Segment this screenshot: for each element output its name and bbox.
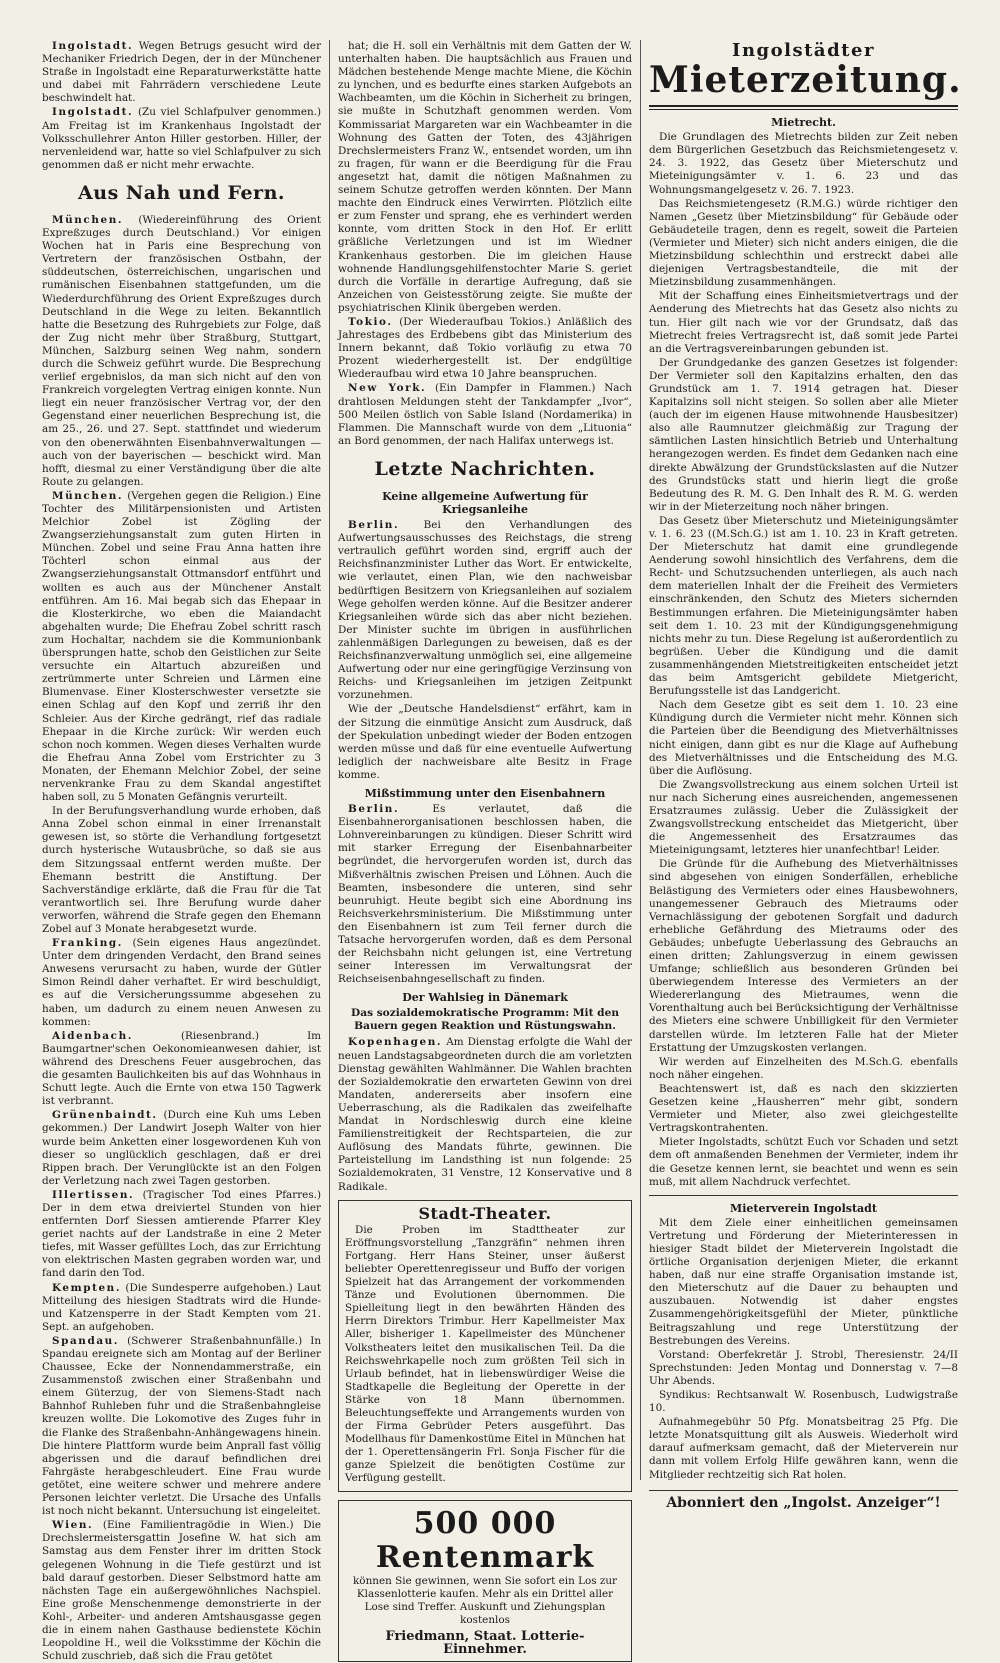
subscribe-banner: Abonniert den „Ingolst. Anzeiger“! bbox=[649, 1490, 958, 1510]
article-muenchen-orient: München. (Wiedereinführung des Orient Expreßzuges durch Deutschland.) Vor einigen Wochen hat in Paris eine Besprechung von Vertretern der französischen Ostbahn, der süddeutschen, österreichischen, ungarischen und rumänischen Eisenbahnen stattgefunden, um die Wiederdurchführung des Orient Expreßzuges durch Deutschland in die Wege zu leiten. Bekanntlich hatte die Besetzung des Ruhrgebiets zur Folge, daß der Zug nicht mehr über Straßburg, Stuttgart, München, Salzburg seinen Weg nahm, sondern durch die Schweiz geführt wurde. Die Besprechung verlief ergebnislos, da man sich nicht auf den von Frankreich vorgelegten Vertrag einigen konnte. Nun liegt ein neuer französischer Vertrag vor, der den Gegenstand einer neuerlichen Besprechung ist, die am 25., 26. und 27. Sept. stattfindet und wiederum von den obenerwähnten Eisenbahnverwaltungen — auch von der bayerischen — beschickt wird. Man hofft, diesmal zu einer Verständigung über die alte Route zu gelangen. bbox=[42, 213, 322, 488]
article-franking: Franking. (Sein eigenes Haus angezündet. Unter dem dringenden Verdacht, den Brand seines Anwesens verursacht zu haben, wurde der Gütler Simon Reindl daher verhaftet. Er wird beschuldigt, es auf die Versicherungssumme abgesehen zu haben, um dadurch zu einem neuen Anwesen zu kommen: bbox=[42, 937, 322, 1028]
article-muenchen-religion: München. (Vergehen gegen die Religion.) Eine Tochter des Militärpensionisten und Artisten Melchior Zobel ist Zögling der Zwangserziehungsanstalt zum guten Hirten in München. Zobel und seine Frau Anna hatten ihre Töchterl schon einmal aus der Zwangserziehungsanstalt Ottmansdorf entführt und wollten es auch aus der Münchener Anstalt entführen. Am 16. Mai begab sich das Ehepaar in die Klosterkirche, wo eben die Maiandacht abgehalten wurde; Die Ehefrau Zobel schritt rasch zum Hochaltar, nachdem sie die Kommunionbank übersprungen hatte, schob den Geistlichen zur Seite versuchte ein Altartuch abzureißen und zertrümmerte unter Schreien und Lärmen eine Blumenvase. Einer Klosterschwester versetzte sie einen Schlag auf den Kopf und zerriß ihr den Schleier. Aus der Kirche gedrängt, rief das radiale Ehepaar in die Kirche zurück: Wir werden euch schon noch kommen. Wegen dieses Verhalten wurde die Ehefrau Anna Zobel vom Erstrichter zu 3 Monaten, der Ehemann Melchior Zobel, der seine nervenkranke Frau zu dem Skandal angestiftet haben soll, zu 5 Monaten Gefängnis verurteilt. bbox=[42, 489, 322, 804]
mieterverein-p1: Mit dem Ziele einer einheitlichen gemeinsamen Vertretung und Förderung der Mieterinteressen in hiesiger Stadt bildet der Mieterverein Ingolstadt die örtliche Organisation derjenigen Mieter, die erkannt haben, daß nur eine straffe Organisation imstande ist, den Mieterschutz auf die Dauer zu behaupten und auszubauen. Notwendig ist daher engstes Zusammengehörigkeitsgefühl der Mieter, pünktliche Beitragszahlung und rege Unterstützung der Bestrebungen des Vereins. bbox=[649, 1216, 958, 1347]
column-2 bbox=[329, 40, 640, 1657]
article-gruenenbaindt: Grünenbaindt. (Durch eine Kuh ums Leben gekommen.) Der Landwirt Joseph Walter von hier wurde beim Anketten einer losgewordenen Kuh von dieser so unglücklich geschlagen, daß er drei Rippen brach. Der Verunglückte ist an den Folgen der Verletzung nach zwei Tagen gestorben. bbox=[42, 1109, 322, 1187]
mietrecht-p5: Das Gesetz über Mieterschutz und Mieteinigungsämter v. 1. 6. 23 ((M.Sch.G.) ist am 1. 10. 23 in Kraft getreten. Der Mieterschutz hat damit eine grundlegende Aenderung sowohl hinsichtlich des Verfahrens, dem die Recht- und Schutzsuchenden unterliegen, als auch nach dem materiellen Inhalt der die Freiheit des Vermieters einschränkenden, den Schutz des Mieters sichernden Bestimmungen erfahren. Die Mieteinigungsämter haben seit dem 1. 10. 23 mit der Kündigungsgenehmigung nichts mehr zu tun. Diese Regelung ist außerordentlich zu begrüßen. Ueber die Kündigung und die damit zusammenhängenden Mietstreitigkeiten entscheidet jetzt das beim Amtsgericht gebildete Mietgericht, Berufungsstelle ist das Landgericht. bbox=[649, 514, 958, 698]
mietrecht-p4: Der Grundgedanke des ganzen Gesetzes ist folgender: Der Vermieter soll den Kapitalzins erhalten, den das Grundstück am 1. 7. 1914 getragen hat. Dieser Kapitalzins soll nicht steigen. So sollen aber alle Mieter (auch der im eigenen Hause mitwohnende Hausbesitzer) also alle Raumnutzer gleichmäßig zur Tragung der sämtlichen Lasten hinsichtlich Betrieb und Unterhaltung herangezogen werden. Es findet dem Gedanken nach eine direkte Abwälzung der Grundstückslasten auf die Nutzer des Grundstücks statt und hierin liegt die große Bedeutung des R. M. G. Den Inhalt des R. M. G. werden wir in der Mieterzeitung noch näher bringen. bbox=[649, 356, 958, 513]
article-berlin-aufwertung: Berlin. Bei den Verhandlungen des Aufwertungsausschusses des Reichstags, die streng vertraulich geführt worden sind, ergriff auch der Reichsfinanzminister Luther das Wort. Er entwickelte, wie verlautet, einen Plan, wie den nachweisbar bedürftigen Besitzern von Kriegsanleihen auf sozialem Wege geholfen werden könne. Auf die Besitzer anderer Kriegsanleihen würde sich das aber nicht beziehen. Der Minister suchte im übrigen in ausführlichen zahlenmäßigen Darlegungen zu beweisen, daß es der Reichsfinanzverwaltung unmöglich sei, eine allgemeine Aufwertung oder nur eine geringfügige Verzinsung von Reichs- und Kriegsanleihen im jetzigen Zeitpunkt vorzunehmen. bbox=[338, 519, 632, 702]
heading-mietrecht: Mietrecht. bbox=[771, 116, 836, 130]
article-berufung: In der Berufungsverhandlung wurde erhoben, daß Anna Zobel schon einmal in einer Irrenanstalt gewesen ist, so störte die Verhandlung fortgesetzt durch hysterische Wutausbrüche, so daß sie aus dem Sitzungssaal entfernt werden mußte. Der Ehemann bestritt die Anstiftung. Der Sachverständige erklärte, daß die Frau für die Tat verantwortlich sei. Ihre Berufung wurde daher verworfen, während die Strafe gegen den Ehemann Zobel auf 3 Monate herabgesetzt wurde. bbox=[42, 805, 322, 935]
article-ingolstadt-schlafpulver: Ingolstadt. (Zu viel Schlafpulver genommen.) Am Freitag ist im Krankenhaus Ingolstadt der Volksschullehrer Anton Hiller gestorben. Hiller, der nervenleidend war, hatte so viel Schlafpulver zu sich genommen daß er nicht mehr erwachte. bbox=[42, 106, 322, 171]
divider bbox=[649, 1195, 958, 1196]
mietrecht-p3: Mit der Schaffung eines Einheitsmietvertrags und der Aenderung des Mietrechts hat das Gesetz also nichts zu tun. Hier gilt nach wie vor der Grundsatz, daß das Mietrecht freies Vertragsrecht ist, daß somit jede Partei an die Vertragsvereinbarungen gebunden ist. bbox=[649, 290, 958, 355]
theater-box bbox=[338, 1200, 632, 1492]
theater-title: Stadt-Theater. bbox=[418, 1203, 552, 1223]
lottery-ad bbox=[338, 1500, 632, 1662]
mietrecht-p11: Mieter Ingolstadts, schützt Euch vor Schaden und setzt dem oft anmaßenden Benehmen der Vermieter, indem ihr die Gesetze kennen lernt, sie beachtet und wenn es sein muß, mit allem Nachdruck verfechtet. bbox=[649, 1136, 958, 1188]
article-berlin-eisenbahner: Berlin. Es verlautet, daß die Eisenbahnerorganisationen beschlossen haben, die Lohnvereinbarungen zu kündigen. Dieser Schritt wird mit starker Erregung der Eisenbahnarbeiter begründet, die hervorgerufen worden ist, durch das Mißverhältnis zwischen Preisen und Löhnen. Auch die Beamten, insbesondere die unteren, sind sehr beunruhigt. Heute begibt sich eine Abordnung ins Reichsverkehrsministerium. Die Mißstimmung unter den Eisenbahnern ist zum Teil ferner durch die Tatsache hervorgerufen worden, daß es dem Personal der Reichsbahn nicht gelungen ist, eine Vertretung seiner Interessen im Verwaltungsrat der Reichseisenbahngesellschaft zu finden. bbox=[338, 803, 632, 986]
mietrecht-p9: Wir werden auf Einzelheiten des M.Sch.G. ebenfalls noch näher eingehen. bbox=[649, 1055, 958, 1081]
article-wien-continued: hat; die H. soll ein Verhältnis mit dem Gatten der W. unterhalten haben. Die hauptsächlich aus Frauen und Mädchen bestehende Menge machte Miene, die Köchin zu lynchen, und es bedurfte eines starken Aufgebots an Wachbeamten, um die Köchin in Sicherheit zu bringen, sie mußte in Schutzhaft genommen werden. Vom Kommissariat Margareten war ein Wachbeamter in die Wohnung des Gatten der Toten, des 43jährigen Drechslermeisters Franz W., entsendet worden, um ihn zu fragen, für wann er die Beerdigung für die Frau angesetzt hat, damit die nötigen Maßnahmen zu seinem Schutze getroffen werden könnten. Der Mann machte den Eindruck eines Verwirrten. Plötzlich eilte er zum Fenster und sprang, ehe es verhindert werden konnte, vom dritten Stock in den Hof. Er erlitt gräßliche Verletzungen und ist im Wiedner Krankenhaus gestorben. Die im gleichen Hause wohnende Handlungsgehilfenstochter Marie S. geriet durch die Vorfälle in derartige Aufregung, daß sie Anzeichen von Geistesstörung zeigte. Sie mußte der psychiatrischen Klinik übergeben werden. bbox=[338, 40, 632, 314]
article-aidenbach: Aidenbach. (Riesenbrand.) Im Baumgartner'schen Oekonomieanwesen dahier, ist während des Dreschens Feuer ausgebrochen, das die gesamten Baulichkeiten bis auf das Wohnhaus in Schutt legte. Auch die Ernte von etwa 150 Tagwerk ist verbrannt. bbox=[42, 1029, 322, 1108]
article-wien: Wien. (Eine Familientragödie in Wien.) Die Drechslermeistersgattin Josefine W. hat sich am Samstag aus dem Fenster ihrer im dritten Stock gelegenen Wohnung in die Tiefe gestürzt und ist bald darauf gestorben. Dieser Selbstmord hatte am nächsten Tage ein außergewöhnliches Nachspiel. Eine große Menschenmenge demonstrierte in der Kohl-, Arbeiter- und anderen Amtshausgasse gegen die in einem nahen Gasthause bedienstete Köchin Leopoldine H., weil die Volksstimme der Köchin die Schuld zuschrieb, daß sich die Frau getötet bbox=[42, 1519, 322, 1663]
heading-mieterverein: Mieterverein Ingolstadt bbox=[730, 1201, 877, 1215]
mieterverein-beitrag: Aufnahmegebühr 50 Pfg. Monatsbeitrag 25 Pfg. Die letzte Monatsquittung gilt als Ausweis. Wiederholt wird darauf aufmerksam gemacht, daß der Mieterverein nur dann mit vollem Erfolg Hilfe gewähren kann, wenn die Mitglieder rechtzeitig sich Rat holen. bbox=[649, 1416, 958, 1481]
lottery-text: können Sie gewinnen, wenn Sie sofort ein Los zur Klassenlotterie kaufen. Mehr als ein Drittel aller Lose sind Treffer. Auskunft und Ziehungsplan kostenlos bbox=[353, 1574, 617, 1626]
subheading-programm: Das sozialdemokratische Programm: Mit den Bauern gegen Reaktion und Rüstungswahn. bbox=[351, 1007, 620, 1033]
subheading-daenemark: Der Wahlsieg in Dänemark bbox=[402, 991, 568, 1005]
article-handelsdienst: Wie der „Deutsche Handelsdienst“ erfährt, kam in der Sitzung die einmütige Ansicht zum Ausdruck, daß der Spekulation unbedingt wieder der Boden entzogen werden müsse und daß für eine eventuelle Aufwertung lediglich der nachweisbare alte Besitz in Frage komme. bbox=[338, 703, 632, 781]
subheading-kriegsanleihe: Keine allgemeine Aufwertung für Kriegsanleihe bbox=[382, 489, 588, 516]
article-ingolstadt-betrug: Ingolstadt. Wegen Betrugs gesucht wird der Mechaniker Friedrich Degen, der in der Münchener Straße in Ingolstadt eine Reparaturwerkstätte hatte und dabei mit Fahrrädern verschiedene Leute beschwindelt hat. bbox=[42, 40, 322, 105]
mietrecht-p10: Beachtenswert ist, daß es nach den skizzierten Gesetzen keine „Hausherren“ mehr gibt, sondern Vermieter und Mieter, also zwei gleichgestellte Vertragskontrahenten. bbox=[649, 1082, 958, 1135]
mietrecht-p2: Das Reichsmietengesetz (R.M.G.) würde richtiger den Namen „Gesetz über Mietzinsbildung“ für Gebäude oder Gebäudeteile tragen, denn es regelt, soweit die Parteien (Vermieter und Mieter) sich nicht anders einigen, die die Mietzinsbildung schlechthin und erstreckt dabei alle diejenigen Vertragsbestandteile, die mit der Mietzinsbildung zusammenhängen. bbox=[649, 197, 958, 289]
mietrecht-p8: Die Gründe für die Aufhebung des Mietverhältnisses sind abgesehen von einigen Sonderfällen, erhebliche Belästigung des Vermieters oder eines Hausbewohners, unangemessener Gebrauch des Mietraums oder Vernachlässigung der gebotenen Sorgfalt und dadurch erhebliche Gefährdung des Mietraums oder des Gebäudes; unbefugte Ueberlassung des Gebrauchs an einen dritten; Zahlungsverzug in einem gewissen Umfange; schließlich aus besonderen Gründen bei überwiegendem Interesse des Vermieters an der Wiedererlangung des Mietraumes, wenn die Vorenthaltung auch bei Berücksichtigung der Verhältnisse des Mieters eine schwere Unbilligkeit für den Vermieter darstellen würde. Im letzteren Falle hat der Mieter Erstattung der Umzugskosten verlangen. bbox=[649, 858, 958, 1054]
article-spandau: Spandau. (Schwerer Straßenbahnunfälle.) In Spandau ereignete sich am Montag auf der Berliner Chaussee, Ecke der Nonnendammerstraße, ein Zusammenstoß zwischen einer Straßenbahn und einem Güterzug, der von Siemens-Stadt nach Bahnhof Ruhleben fuhr und die Straßenbahngleise kreuzen wollte. Die Lokomotive des Zuges fuhr in die Flanke des Straßenbahn-Anhängewagens hinein. Die hintere Plattform wurde beim Anprall fast völlig abgerissen und die darauf befindlichen drei Fahrgäste herabgeschleudert. Eine Frau wurde getötet, eine weitere schwer und mehrere andere Personen leichter verletzt. Die Ursache des Unfalls ist noch nicht bekannt. Untersuchung ist eingeleitet. bbox=[42, 1334, 322, 1518]
lottery-signature: Friedmann, Staat. Lotterie-Einnehmer. bbox=[385, 1628, 585, 1657]
lottery-amount: 500 000 Rentenmark bbox=[375, 1505, 595, 1575]
theater-text: Die Proben im Stadttheater zur Eröffnungsvorstellung „Tanzgräfin“ nehmen ihren Fortgang. Herr Hans Steiner, unser äußerst beliebter Operettenregisseur und Buffo der vorigen Spielzeit hat das Arrangement der vorkommenden Tänze und Evolutionen übernommen. Die Spielleitung liegt in den bewährten Händen des Herrn Direktors Trimbur. Herr Kapellmeister Max Aller, bisheriger 1. Kapellmeister des Münchener Volkstheaters leitet den musikalischen Teil. Da die Reichswehrkapelle noch zum größten Teil sich in Urlaub befindet, hat in liebenswürdiger Weise die Stadtkapelle die Begleitung der Operette in der Stärke von 18 Mann übernommen. Beleuchtungseffekte und Arrangements wurden von der Firma Gebrüder Peters ausgeführt. Das Modellhaus für Damenkostüme Eitel in München hat der 1. Operettensängerin Frl. Sonja Fischer für die ganze Spielzeit die benötigten Costüme zur Verfügung gestellt. bbox=[345, 1223, 625, 1485]
mietrecht-p6: Nach dem Gesetze gibt es seit dem 1. 10. 23 eine Kündigung durch die Vermieter nicht mehr. Können sich die Parteien über die Beendigung des Mietverhältnisses nicht einigen, dann gibt es nur die Klage auf Aufhebung des Mietverhältnisses und die Entscheidung des M.G. über die Auflösung. bbox=[649, 699, 958, 777]
masthead-small: Ingolstädter bbox=[732, 40, 875, 61]
mieterverein-syndikus: Syndikus: Rechtsanwalt W. Rosenbusch, Ludwigstraße 10. bbox=[649, 1389, 958, 1415]
column-3 bbox=[640, 40, 966, 1511]
masthead-rule bbox=[649, 105, 958, 110]
mietrecht-p7: Die Zwangsvollstreckung aus einem solchen Urteil ist nur nach Sicherung eines ausreichenden, angemessenen Ersatzraumes zulässig. Ueber die Zulässigkeit der Zwangsvollstreckung entscheidet das Mietgericht, über die Angemessenheit des Ersatzraumes das Mieteinigungsamt, letzteres hier unanfechtbar! Leider. bbox=[649, 778, 958, 857]
column-1 bbox=[34, 40, 329, 1663]
article-kempten: Kempten. (Die Sundesperre aufgehoben.) Laut Mitteilung des hiesigen Stadtrats wird die Hunde- und Katzensperre in der Stadt Kempten vom 21. Sept. an aufgehoben. bbox=[42, 1281, 322, 1333]
mieterverein-vorstand: Vorstand: Oberfekretär J. Strobl, Theresienstr. 24/II Sprechstunden: Jeden Montag und Donnerstag v. 7—8 Uhr Abends. bbox=[649, 1348, 958, 1387]
mietrecht-p1: Die Grundlagen des Mietrechts bilden zur Zeit neben dem Bürgerlichen Gesetzbuch das Reichsmietengesetz v. 24. 3. 1922, das Gesetz über Mieterschutz und Mieteinigungsämter v. 1. 6. 23 und das Wohnungsmangelgesetz v. 26. 7. 1923. bbox=[649, 131, 958, 196]
section-heading-letzte-nachrichten: Letzte Nachrichten. bbox=[374, 457, 596, 480]
masthead-title: Mieterzeitung. bbox=[649, 59, 962, 102]
article-illertissen: Illertissen. (Tragischer Tod eines Pfarres.) Der in dem etwa dreiviertel Stunden von hier entfernten Dorf Siessen amtierende Pfarrer Kley geriet nachts auf der Landstraße in eine 2 Meter tiefes, mit Wasser gefülltes Loch, das zur Errichtung von elektrischen Masten gegraben worden war, und fand darin den Tod. bbox=[42, 1188, 322, 1280]
article-tokio: Tokio. (Der Wiederaufbau Tokios.) Anläßlich des Jahrestages des Erdbebens gibt das Ministerium des Innern bekannt, daß Tokio vorläufig zu etwa 70 Prozent wiederhergestellt ist. Der endgültige Wiederaufbau wird etwa 10 Jahre beanspruchen. bbox=[338, 315, 632, 381]
article-kopenhagen: Kopenhagen. Am Dienstag erfolgte die Wahl der neuen Landstagsabgeordneten durch die am vorletzten Dienstag gewählten Wahlmänner. Die Wahlen brachten der Sozialdemokratie den erwarteten Gewinn von drei Mandaten, andererseits aber insofern eine Ueberraschung, als die Radikalen das zweifelhafte Mandat in Nordschleswig durch eine kleine Familienstreitigkeit der Rechtsparteien, die zur Auflösung des Mandats führte, gewinnen. Die Parteistellung im Landsthing ist nun folgende: 25 Sozialdemokraten, 31 Venstre, 12 Konservative und 8 Radikale. bbox=[338, 1036, 632, 1193]
article-new-york: New York. (Ein Dampfer in Flammen.) Nach drahtlosen Meldungen steht der Tankdampfer „Ivor“, 500 Meilen östlich von Sable Island (Nordamerika) in Flammen. Die Mannschaft wurde von dem „Lituonia“ an Bord genommen, der nach Halifax unterwegs ist. bbox=[338, 382, 632, 447]
section-heading-nah-fern: Aus Nah und Fern. bbox=[78, 181, 285, 204]
subheading-eisenbahner: Mißstimmung unter den Eisenbahnern bbox=[364, 786, 606, 800]
